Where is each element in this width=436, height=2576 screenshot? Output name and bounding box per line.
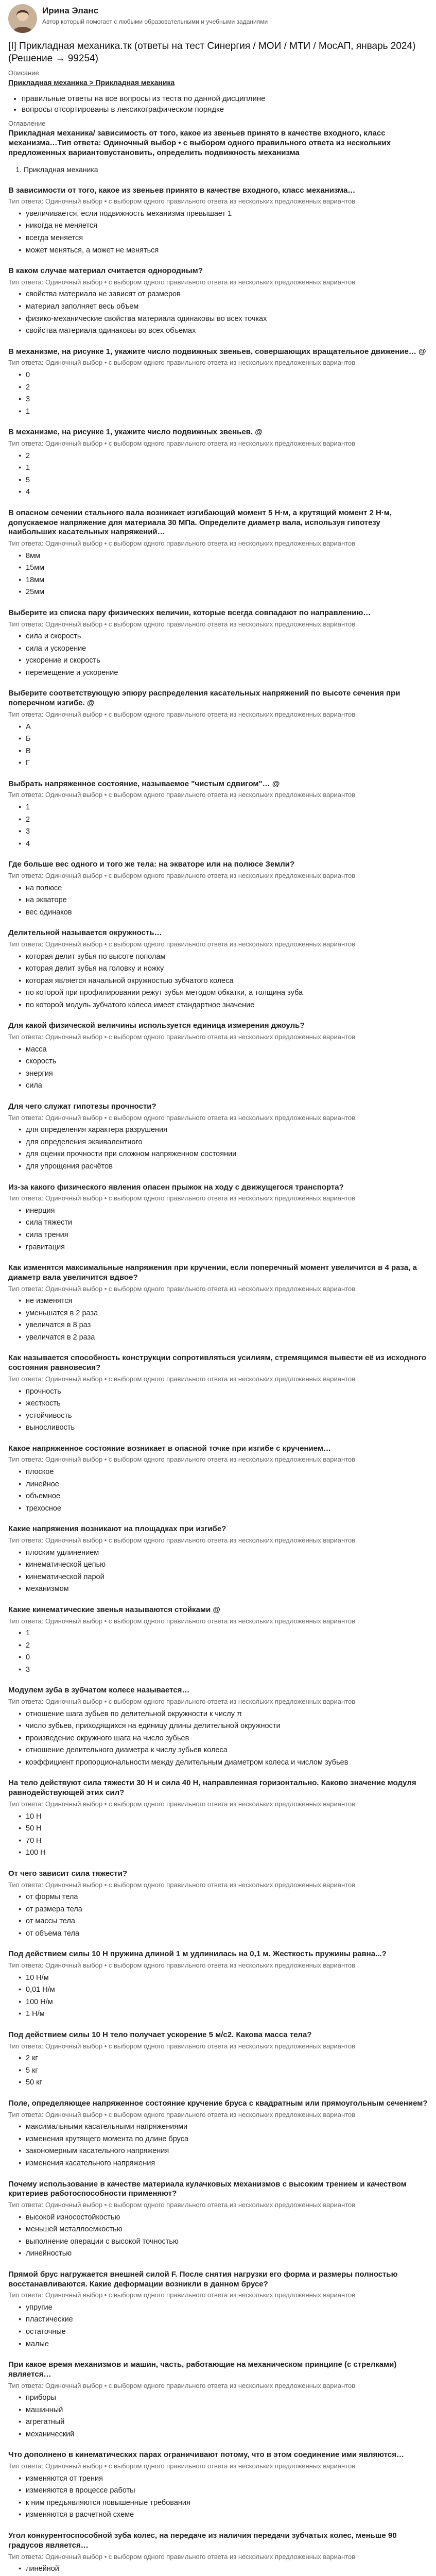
question-answer-type: Тип ответа: Одиночный выбор • с выбором одного правильного ответа из нескольких предложенных вариантов <box>8 2381 356 2389</box>
answer-option: ● инерция <box>19 1206 428 1216</box>
answer-option: ● вес одинаков <box>19 908 428 918</box>
answer-option: ● изменения крутящего момента по длине бруса <box>19 2134 428 2144</box>
answer-option: ● кинематической цепью <box>19 1560 428 1570</box>
question-answer-type: Тип ответа: Одиночный выбор • с выбором одного правильного ответа из нескольких предложенных вариантов <box>8 1375 356 1383</box>
answer-option: ● плоским удлинением <box>19 1548 428 1558</box>
question-title: В опасном сечении стального вала возникает изгибающий момент 5 Н·м, а крутящий момент 2 Н·м, допускаемое напряжение для материала 30 МПа. Определите диаметр вала, используя гипотезу наибольших касательных напряжений… <box>8 508 392 537</box>
question-answer-type: Тип ответа: Одиночный выбор • с выбором одного правильного ответа из нескольких предложенных вариантов <box>8 1880 356 1889</box>
answer-option: ● 25мм <box>19 587 428 597</box>
answer-option: ● сила и скорость <box>19 632 428 641</box>
answer-options <box>8 1629 428 1674</box>
question-title: Что дополнено в кинематических парах ограничивают потому, что в этом соединение ими являются… <box>8 2450 404 2460</box>
question-block <box>8 1778 428 1857</box>
question-answer-type: Тип ответа: Одиночный выбор • с выбором одного правильного ответа из нескольких предложенных вариантов <box>8 1536 356 1544</box>
question-answer-type: Тип ответа: Одиночный выбор • с выбором одного правильного ответа из нескольких предложенных вариантов <box>8 1033 356 1041</box>
answer-option: ● агрегатный <box>19 2417 428 2427</box>
question-block <box>8 1686 428 1767</box>
answer-options <box>8 632 428 677</box>
answer-option: ● увеличатся в 8 раз <box>19 1320 428 1330</box>
answer-option: ● 5 кг <box>19 2066 428 2076</box>
answer-option: ● механизмом <box>19 1584 428 1594</box>
answer-option: ● для определения эквивалентного <box>19 1138 428 1147</box>
answer-option: ● отношение шага зубьев по делительной окружности к числу π <box>19 1709 428 1719</box>
answer-option: ● 1 <box>19 407 428 417</box>
question-title: Для какой физической величины используется единица измерения джоуль? <box>8 1021 305 1030</box>
question-block <box>8 2030 428 2088</box>
intro-list <box>8 94 428 114</box>
answer-options <box>8 1709 428 1768</box>
answer-option: ● перемещение и ускорение <box>19 668 428 678</box>
question-title: Прямой брус нагружается внешней силой F. После снятия нагрузки его форма и размеры полностью восстанавливаются. Какие деформации возникли в данном брусе? <box>8 2269 398 2289</box>
toc-item <box>24 165 428 175</box>
question-answer-type: Тип ответа: Одиночный выбор • с выбором одного правильного ответа из нескольких предложенных вариантов <box>8 197 356 206</box>
answer-option: ● линейной <box>19 2564 428 2574</box>
answer-options <box>8 1387 428 1433</box>
question-title: Какое напряженное состояние возникает в опасной точке при изгибе с кручением… <box>8 1444 331 1453</box>
question-answer-type: Тип ответа: Одиночный выбор • с выбором одного правильного ответа из нескольких предложенных вариантов <box>8 1194 356 1202</box>
answer-option: ● 50 Н <box>19 1824 428 1834</box>
answer-options <box>8 1812 428 1858</box>
question-block <box>8 1605 428 1675</box>
question-answer-type: Тип ответа: Одиночный выбор • с выбором одного правильного ответа из нескольких предложенных вариантов <box>8 1961 356 1970</box>
answer-option: ● 1 Н/м <box>19 2009 428 2019</box>
toc-link[interactable]: Прикладная механика <box>24 165 98 174</box>
answer-options <box>8 2474 428 2520</box>
answer-option: ● изменяются от трения <box>19 2474 428 2484</box>
question-block <box>8 1353 428 1432</box>
answer-option: ● 4 <box>19 839 428 849</box>
question-title: Какие кинематические звенья называются стойками @ <box>8 1605 221 1614</box>
answer-option: ● для оценки прочности при сложном напряженном состоянии <box>19 1149 428 1159</box>
question-title: Под действием силы 10 Н тело получает ускорение 5 м/с2. Какова масса тела? <box>8 2030 312 2039</box>
answer-option: ● 3 <box>19 395 428 404</box>
answer-option: ● 8мм <box>19 551 428 561</box>
answer-option: ● от объема тела <box>19 1929 428 1939</box>
question-block <box>8 1444 428 1514</box>
answer-option: ● 2 <box>19 451 428 461</box>
answer-option: ● 15мм <box>19 563 428 573</box>
answer-options <box>8 1973 428 2019</box>
answer-option: ● пластические <box>19 2315 428 2325</box>
answer-option: ● максимальными касательными напряжениями <box>19 2122 428 2132</box>
question-block <box>8 779 428 849</box>
answer-option: ● ускорение и скорость <box>19 656 428 666</box>
answer-option: ● на экваторе <box>19 895 428 905</box>
answer-option: ● масса <box>19 1045 428 1055</box>
answer-option: ● высокой износостойкостью <box>19 2213 428 2223</box>
answer-option: ● увеличивается, если подвижность механизма превышает 1 <box>19 209 428 219</box>
answer-option: ● сила трения <box>19 1230 428 1240</box>
question-answer-type: Тип ответа: Одиночный выбор • с выбором одного правильного ответа из нескольких предложенных вариантов <box>8 2462 356 2470</box>
toc-label: Оглавление <box>8 120 46 128</box>
answer-option: ● выносливость <box>19 1423 428 1433</box>
answer-option: ● изменяются в расчетной схеме <box>19 2510 428 2520</box>
question-answer-type: Тип ответа: Одиночный выбор • с выбором одного правильного ответа из нескольких предложенных вариантов <box>8 1455 356 1464</box>
question-block <box>8 1869 428 1939</box>
question-title: Под действием силы 10 Н пружина длиной 1 м удлинилась на 0,1 м. Жесткость пружины равна...? <box>8 1950 387 1959</box>
answer-option: ● сила и ускорение <box>19 644 428 654</box>
question-block <box>8 2450 428 2520</box>
answer-option: ● никогда не меняется <box>19 221 428 231</box>
answer-option: ● прочность <box>19 1387 428 1397</box>
question-title: Выберите из списка пару физических величин, которые всегда совпадают по направлению… <box>8 608 371 617</box>
answer-option: ● 18мм <box>19 575 428 585</box>
answer-option: ● может меняться, а может не меняться <box>19 246 428 256</box>
answer-option: ● сила тяжести <box>19 1218 428 1228</box>
question-title: Какие напряжения возникают на площадках при изгибе? <box>8 1524 226 1534</box>
answer-options <box>8 370 428 416</box>
answer-option: ● В <box>19 747 428 756</box>
answer-options <box>8 2303 428 2349</box>
answer-option: ● свойства материала не зависят от размеров <box>19 290 428 299</box>
answer-option: ● уменьшатся в 2 раза <box>19 1309 428 1318</box>
question-block <box>8 428 428 497</box>
answer-option: ● 0 <box>19 1653 428 1663</box>
question-title: При какое время механизмов и машин, часть, работающие на механическом принципе (с стрелками) является… <box>8 2360 397 2379</box>
answer-options <box>8 209 428 255</box>
intro-item: • вопросы отсортированы в лексикографическом порядке <box>22 105 428 114</box>
answer-option: ● которая делит зубья по высоте пополам <box>19 952 428 962</box>
question-answer-type: Тип ответа: Одиночный выбор • с выбором одного правильного ответа из нескольких предложенных вариантов <box>8 359 356 367</box>
answer-options <box>8 1045 428 1091</box>
answer-option: ● 3 <box>19 827 428 837</box>
answer-options <box>8 722 428 768</box>
answer-option: ● по которой при профилировании режут зубья методом обкатки, а толщина зуба <box>19 988 428 998</box>
answer-option: ● 2 <box>19 383 428 393</box>
answer-option: ● 2 <box>19 1641 428 1651</box>
answer-option: ● 0 <box>19 370 428 380</box>
question-answer-type: Тип ответа: Одиночный выбор • с выбором одного правильного ответа из нескольких предложенных вариантов <box>8 1113 356 1122</box>
question-answer-type: Тип ответа: Одиночный выбор • с выбором одного правильного ответа из нескольких предложенных вариантов <box>8 1698 356 1706</box>
answer-option: ● линейностью <box>19 2249 428 2259</box>
answer-option: ● коэффициент пропорциональности между делительным диаметром колеса и числом зубьев <box>19 1758 428 1768</box>
question-answer-type: Тип ответа: Одиночный выбор • с выбором одного правильного ответа из нескольких предложенных вариантов <box>8 620 356 628</box>
question-title: Из-за какого физического явления опасен прыжок на ходу с движущегося транспорта? <box>8 1182 344 1192</box>
answer-options <box>8 2564 428 2576</box>
questions-list <box>8 186 428 2576</box>
answer-option: ● материал заполняет весь объем <box>19 302 428 312</box>
answer-options <box>8 1892 428 1938</box>
answer-option: ● остаточные <box>19 2327 428 2337</box>
answer-option: ● 5 <box>19 476 428 485</box>
question-block <box>8 509 428 597</box>
answer-option: ● по которой модуль зубчатого колеса имеет стандартное значение <box>19 1001 428 1010</box>
toc-list <box>8 165 428 175</box>
question-answer-type: Тип ответа: Одиночный выбор • с выбором одного правильного ответа из нескольких предложенных вариантов <box>8 1800 356 1808</box>
answer-option: ● 1 <box>19 463 428 473</box>
answer-options <box>8 952 428 1010</box>
answer-option: ● 2 кг <box>19 2054 428 2063</box>
answer-option: ● линейное <box>19 1480 428 1489</box>
answer-option: ● для определения характера разрушения <box>19 1125 428 1135</box>
answer-option: ● 50 кг <box>19 2078 428 2088</box>
answer-option: ● которая делит зубья на головку и ножку <box>19 964 428 974</box>
answer-option: ● 3 <box>19 1665 428 1675</box>
answer-option: ● упругие <box>19 2303 428 2313</box>
question-block <box>8 608 428 678</box>
question-answer-type: Тип ответа: Одиночный выбор • с выбором одного правильного ответа из нескольких предложенных вариантов <box>8 940 356 948</box>
answer-option: ● 10 Н/м <box>19 1973 428 1983</box>
answer-option: ● энергия <box>19 1069 428 1079</box>
question-answer-type: Тип ответа: Одиночный выбор • с выбором одного правильного ответа из нескольких предложенных вариантов <box>8 539 356 547</box>
answer-options <box>8 2393 428 2439</box>
question-answer-type: Тип ответа: Одиночный выбор • с выбором одного правильного ответа из нескольких предложенных вариантов <box>8 2201 356 2209</box>
answer-option: ● не изменятся <box>19 1296 428 1306</box>
question-title: В механизме, на рисунке 1, укажите число подвижных звеньев. @ <box>8 428 263 437</box>
question-block <box>8 2531 428 2576</box>
answer-option: ● физико-механические свойства материала одинаковы во всех точках <box>19 314 428 324</box>
answer-option: ● сила <box>19 1081 428 1091</box>
question-title: В зависимости от того, какое из звеньев принято в качестве входного, класс механизма… <box>8 185 356 195</box>
question-title: Для чего служат гипотезы прочности? <box>8 1101 156 1111</box>
question-title: В каком случае материал считается однородным? <box>8 266 203 276</box>
question-block <box>8 1524 428 1594</box>
question-block <box>8 266 428 336</box>
question-answer-type: Тип ответа: Одиночный выбор • с выбором одного правильного ответа из нескольких предложенных вариантов <box>8 2552 356 2561</box>
question-answer-type: Тип ответа: Одиночный выбор • с выбором одного правильного ответа из нескольких предложенных вариантов <box>8 872 356 879</box>
question-answer-type: Тип ответа: Одиночный выбор • с выбором одного правильного ответа из нескольких предложенных вариантов <box>8 278 356 286</box>
question-title: Выберите соответствующую эпюру распределения касательных напряжений по высоте сечения при поперечном изгибе. @ <box>8 689 400 708</box>
answer-option: ● всегда меняется <box>19 233 428 243</box>
question-block <box>8 689 428 768</box>
author-info <box>42 4 268 33</box>
question-answer-type: Тип ответа: Одиночный выбор • с выбором одного правильного ответа из нескольких предложенных вариантов <box>8 2291 356 2299</box>
answer-option: ● изменяются в процессе работы <box>19 2486 428 2496</box>
answer-option: ● к ним предъявляются повышенные требования <box>19 2498 428 2508</box>
answer-options <box>8 2054 428 2088</box>
question-block <box>8 1183 428 1252</box>
question-answer-type: Тип ответа: Одиночный выбор • с выбором одного правильного ответа из нескольких предложенных вариантов <box>8 2110 356 2119</box>
answer-option: ● машинный <box>19 2405 428 2415</box>
question-answer-type: Тип ответа: Одиночный выбор • с выбором одного правильного ответа из нескольких предложенных вариантов <box>8 439 356 447</box>
answer-option: ● гравитация <box>19 1243 428 1252</box>
answer-option: ● число зубьев, приходящихся на единицу длины делительной окружности <box>19 1721 428 1731</box>
answer-option: ● объемное <box>19 1492 428 1501</box>
question-block <box>8 347 428 417</box>
answer-options <box>8 2213 428 2259</box>
answer-options <box>8 451 428 497</box>
answer-option: ● для упрощения расчётов <box>19 1162 428 1172</box>
answer-options <box>8 551 428 597</box>
question-answer-type: Тип ответа: Одиночный выбор • с выбором одного правильного ответа из нескольких предложенных вариантов <box>8 710 356 718</box>
answer-option: ● свойства материала одинаковы во всех объемах <box>19 326 428 336</box>
question-title: От чего зависит сила тяжести? <box>8 1869 128 1878</box>
answer-option: ● 100 Н <box>19 1848 428 1858</box>
toc-heading: Прикладная механика/ зависимость от того, какое из звеньев принято в качестве входного, класс механизма…Тип ответа: Одиночный выбор • с выбором одного правильного ответа из нескольких предложенных вариантовустановить, определить подвижность механизма <box>8 129 391 158</box>
answer-options <box>8 803 428 849</box>
answer-option: ● изменения касательного напряжения <box>19 2159 428 2168</box>
author-block <box>8 4 428 33</box>
question-block <box>8 2360 428 2439</box>
question-answer-type: Тип ответа: Одиночный выбор • с выбором одного правильного ответа из нескольких предложенных вариантов <box>8 791 356 799</box>
question-block <box>8 1263 428 1342</box>
question-title: Поле, определяющее напряженное состояние кручение бруса с квадратным или прямоугольным сечением? <box>8 2098 428 2108</box>
answer-option: ● 2 <box>19 815 428 825</box>
question-title: В механизме, на рисунке 1, укажите число подвижных звеньев, совершающих вращательное движение… @ <box>8 347 426 356</box>
answer-option: ● 4 <box>19 487 428 497</box>
question-title: Почему использование в качестве материала кулачковых механизмов с высоким трением и качеством критериев работоспособности применяют? <box>8 2179 407 2198</box>
subject-link[interactable]: Прикладная механика > Прикладная механика <box>8 78 175 87</box>
question-title: Как называется способность конструкции сопротивляться усилиям, стремящимся вывести её из исходного состояния равновесия? <box>8 1353 427 1372</box>
question-title: Делительной называется окружность… <box>8 928 162 938</box>
question-answer-type: Тип ответа: Одиночный выбор • с выбором одного правильного ответа из нескольких предложенных вариантов <box>8 1284 356 1293</box>
answer-option: ● малые <box>19 2340 428 2349</box>
answer-option: ● от массы тела <box>19 1917 428 1926</box>
answer-option: ● Б <box>19 734 428 744</box>
question-block <box>8 1950 428 2019</box>
answer-option: ● выполнение операции с высокой точностью <box>19 2237 428 2247</box>
answer-option: ● приборы <box>19 2393 428 2403</box>
question-answer-type: Тип ответа: Одиночный выбор • с выбором одного правильного ответа из нескольких предложенных вариантов <box>8 2042 356 2050</box>
answer-option: ● 1 <box>19 803 428 812</box>
question-block <box>8 2180 428 2259</box>
answer-option: ● увеличатся в 2 раза <box>19 1333 428 1343</box>
answer-option: ● A <box>19 722 428 732</box>
answer-option: ● которая является начальной окружностью зубчатого колеса <box>19 976 428 986</box>
answer-option: ● меньшей металлоемкостью <box>19 2225 428 2234</box>
answer-options <box>8 1548 428 1594</box>
answer-options <box>8 290 428 335</box>
question-title: На тело действуют сила тяжести 30 Н и сила 40 Н, направленная горизонтально. Каково значение модуля равнодействующей этих сил? <box>8 1778 416 1798</box>
document-title: [I] Прикладная механика.тк (ответы на тест Синергия / МОИ / МТИ / МосАП, январь 2024) (Решение → 99254) <box>8 41 416 64</box>
question-block <box>8 2270 428 2349</box>
question-block <box>8 186 428 256</box>
answer-option: ● от размера тела <box>19 1905 428 1914</box>
question-answer-type: Тип ответа: Одиночный выбор • с выбором одного правильного ответа из нескольких предложенных вариантов <box>8 1617 356 1625</box>
answer-options <box>8 884 428 918</box>
answer-option: ● закономерным касательного напряжения <box>19 2146 428 2156</box>
answer-option: ● Г <box>19 758 428 768</box>
answer-option: ● скорость <box>19 1057 428 1066</box>
answer-options <box>8 2122 428 2168</box>
question-title: Как изменятся максимальные напряжения при кручении, если поперечный момент увеличится в 4 раза, а диаметр вала увеличится вдвое? <box>8 1263 417 1282</box>
answer-option: ● 0,01 Н/м <box>19 1985 428 1995</box>
question-block <box>8 1021 428 1091</box>
answer-options <box>8 1296 428 1342</box>
answer-option: ● жесткость <box>19 1399 428 1409</box>
answer-option: ● 70 Н <box>19 1836 428 1846</box>
question-title: Модулем зуба в зубчатом колесе называется… <box>8 1686 190 1695</box>
answer-option: ● 10 Н <box>19 1812 428 1822</box>
answer-option: ● отношение делительного диаметра к числу зубьев колеса <box>19 1745 428 1755</box>
description-label: Описание <box>8 69 39 77</box>
answer-option: ● на полюсе <box>19 884 428 893</box>
question-block <box>8 2099 428 2168</box>
answer-option: ● механический <box>19 2430 428 2439</box>
intro-item: • правильные ответы на все вопросы из теста по данной дисциплине <box>22 94 428 104</box>
answer-option: ● от формы тела <box>19 1892 428 1902</box>
answer-options <box>8 1206 428 1252</box>
question-block <box>8 928 428 1010</box>
answer-option: ● трехосное <box>19 1504 428 1514</box>
question-title: Где больше вес одного и того же тела: на экваторе или на полюсе Земли? <box>8 860 295 869</box>
answer-option: ● устойчивость <box>19 1411 428 1421</box>
answer-option: ● кинематической парой <box>19 1572 428 1582</box>
answer-option: ● произведение окружного шага на число зубьев <box>19 1734 428 1743</box>
question-title: Выбрать напряженное состояние, называемое "чистым сдвигом"… @ <box>8 779 280 788</box>
author-name[interactable]: Ирина Эланс <box>42 6 99 15</box>
answer-option: ● плоское <box>19 1467 428 1477</box>
answer-option: ● 100 Н/м <box>19 1997 428 2007</box>
author-avatar[interactable] <box>8 4 37 33</box>
author-bio: Автор который помогает с любыми образовательными и учебными заданиями <box>42 18 268 25</box>
answer-options <box>8 1125 428 1171</box>
answer-options <box>8 1467 428 1513</box>
answer-option: ● 1 <box>19 1629 428 1638</box>
avatar-image <box>8 4 37 33</box>
question-block <box>8 860 428 917</box>
question-title: Угол конкурентоспособной зуба колес, на передаче из наличия передачи зубчатых колес, меньше 90 градусов является… <box>8 2531 397 2550</box>
question-block <box>8 1102 428 1172</box>
